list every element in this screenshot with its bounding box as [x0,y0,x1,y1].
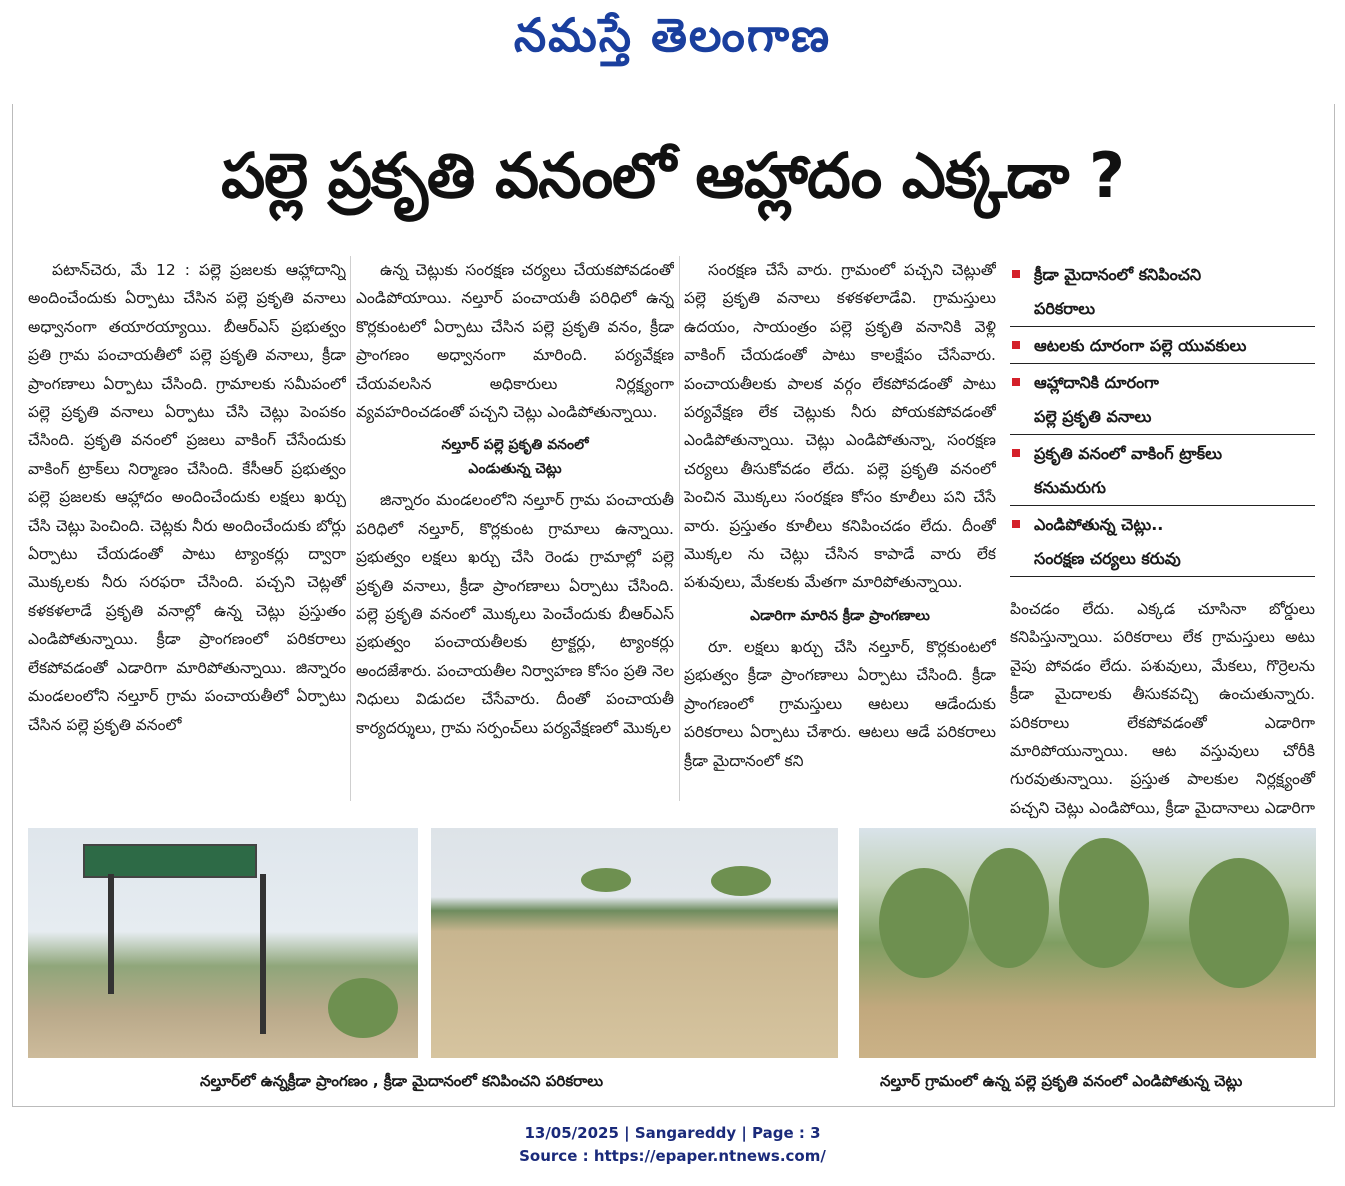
highlights-box [1010,258,1315,579]
highlight-text-line-2: పరికరాలు [1034,299,1096,318]
bullet-square-icon [1012,341,1020,349]
tree [1189,858,1289,988]
column-divider [679,256,680,801]
masthead [0,8,1345,78]
column-4-paragraph: పించడం లేదు. ఎక్కడ చూసినా బోర్డులు కనిపిస్తున్నాయి. పరికరాలు లేక గ్రామస్తులు అటు వైపు పోవడం లేదు. పశువులు, మేకలు, గొర్రెలను క్రీడా మైదాలకు తీసుకవచ్చి ఉంచుతున్నారు. పరికరాలు లేకపోవడంతో ఎడారిగా మారిపోయున్నాయి. ఆట వస్తువులు చోరీకి గురవుతున్నాయి. ప్రస్తుత పాలకుల నిర్లక్ష్యంతో పచ్చని చెట్లు ఎండిపోయి, క్రీడా మైదానాలు ఎడారిగా [1010,600,1315,817]
article-column-3 [684,256,996,816]
bullet-square-icon [1012,270,1020,278]
column-2-paragraph-1: ఉన్న చెట్లుకు సంరక్షణ చర్యలు చేయకపోవడంతో ఎండిపోయాయి. నల్తూర్ పంచాయతీ పరిధిలో ఉన్న కొర్లకుంటలో ఏర్పాటు చేసిన పల్లె ప్రకృతి వనం, క్రీడా ప్రాంగణం అధ్వానంగా మారింది. పర్యవేక్షణ చేయవలసిన అధికారులు నిర్లక్ష్యంగా వ్యవహరించడంతో పచ్చని చెట్లు ఎండిపోతున్నాయి. [356,261,674,422]
bullet-square-icon [1012,449,1020,457]
highlight-item [1010,258,1315,327]
highlight-text: ఎండిపోతున్న చెట్లు.. [1034,515,1164,534]
distant-tree [581,868,631,892]
distant-tree [711,866,771,896]
highlight-text-line-2: కనుమరుగు [1034,478,1106,497]
article-column-1 [28,256,346,816]
column-3-paragraph-1: సంరక్షణ చేసే వారు. గ్రామంలో పచ్చని చెట్లుతో పల్లె ప్రకృతి వనాలు కళకళలాడేవి. గ్రామస్తులు ఉదయం, సాయంత్రం పల్లె ప్రకృతి వనానికి వెళ్లి వాకింగ్ చేయడంతో పాటు కాలక్షేపం చేసేవారు. పంచాయతీలకు పాలక వర్గం లేకపోవడంతో పాటు పర్యవేక్షణ లేక చెట్లుకు నీరు పోయకపోవడంతో ఎండిపోతున్నాయి. చెట్లు ఎండిపోతున్నా, సంరక్షణ చర్యలు తీసుకోవడం లేదు. పల్లె ప్రకృతి వనంలో పెంచిన మొక్కలు సంరక్షణ కోసం కూలీలు పని చేసే వారు. ప్రస్తుతం కూలీలు కనిపించడం లేదు. దీంతో మొక్కల ను చెట్లు చేసిన కాపాడే వారు లేక పశువులు, మేకలకు మేతగా మారిపోతున్నాయి. [684,261,996,592]
article-column-2 [356,256,674,816]
bullet-square-icon [1012,520,1020,528]
sign-post [108,874,114,994]
column-3-subheading: ఎడారిగా మారిన క్రీడా ప్రాంగణాలు [750,607,930,624]
footer-date-edition: 13/05/2025 | Sangareddy | Page : 3 [524,1124,821,1142]
photo-caption-left: నల్తూర్‌లో ఉన్నక్రీడా ప్రాంగణం , క్రీడా మైదానంలో కనిపించని పరికరాలు [200,1072,604,1090]
highlight-text: ఆహ్లాదానికి దూరంగా [1034,373,1159,392]
column-divider [350,256,351,801]
bullet-square-icon [1012,378,1020,386]
ground-signboard [83,844,257,878]
column-3-paragraph-2: రూ. లక్షలు ఖర్చు చేసి నల్తూర్, కొర్లకుంటలో ప్రభుత్వం క్రీడా ప్రాంగణాలు ఏర్పాటు చేసింది. క్రీడా ప్రాంగణంలో గ్రామస్తులు ఆటలు ఆడేందుకు పరికరాలు ఏర్పాటు చేశారు. ఆటలు ఆడే పరికరాలు క్రీడా మైదానంలో కని [684,637,996,770]
tree [1059,838,1149,968]
highlight-item [1010,508,1315,577]
column-2-paragraph-2: జిన్నారం మండలంలోని నల్తూర్ గ్రామ పంచాయతీ పరిధిలో నల్తూర్, కొర్లకుంట గ్రామాలు ఉన్నాయి. ప్రభుత్వం లక్షలు ఖర్చు చేసి రెండు గ్రామాల్లో పల్లె ప్రకృతి వనాలు, క్రీడా ప్రాంగణాలు ఏర్పాటు చేసింది. పల్లె ప్రకృతి వనంలో మొక్కలు పెంచేందుకు బీఆర్‌ఎస్ ప్రభుత్వం పంచాయతీలకు ట్రాక్టర్లు, ట్యాంకర్లు అందజేశారు. పంచాయతీల నిర్వాహణ కోసం ప్రతి నెల నిధులు విడుదల చేసేవారు. దీంతో పంచాయతీ కార్యదర్శులు, గ్రామ సర్పంచ్‌లు పర్యవేక్షణలో మొక్కల [356,491,674,737]
photo-empty-ground [431,828,838,1058]
masthead-title: నమస్తే తెలంగాణ [513,8,832,62]
sign-post [260,874,266,1034]
article-column-4 [1010,595,1315,851]
column-2-subheading-line-2: ఎండుతున్న చెట్లు [468,461,562,478]
shrub [328,978,398,1038]
highlight-text-line-2: సంరక్షణ చర్యలు కరువు [1034,549,1181,568]
highlight-text: ఆటలకు దూరంగా పల్లె యువకులు [1034,336,1247,355]
column-2-subheading-line-1: నల్తూర్ పల్లె ప్రకృతి వనంలో [441,437,589,454]
tree [879,868,969,978]
footer-source: Source : https://epaper.ntnews.com/ [519,1147,826,1165]
highlight-item [1010,437,1315,506]
tree [969,848,1049,968]
photo-nature-park-trees [859,828,1316,1058]
highlight-text: క్రీడా మైదానంలో కనిపించని [1034,265,1202,284]
highlight-item [1010,329,1315,364]
highlight-item [1010,366,1315,435]
headline: పల్లె ప్రకృతి వనంలో ఆహ్లాదం ఎక్కడా ? [221,139,1124,212]
highlight-text: ప్రకృతి వనంలో వాకింగ్ ట్రాక్‌లు [1034,444,1223,463]
column-1-paragraph: పటాన్‌చెరు, మే 12 : పల్లె ప్రజలకు ఆహ్లాదాన్ని అందించేందుకు ఏర్పాటు చేసిన పల్లె ప్రకృతి వనాలు అధ్వానంగా తయారయ్యాయి. బీఆర్‌ఎస్ ప్రభుత్వం ప్రతి గ్రామ పంచాయతీలో పల్లె ప్రకృతి వనాలు, క్రీడా ప్రాంగణాలు ఏర్పాటు చేసింది. గ్రామాలకు సమీపంలో పల్లె ప్రకృతి వనాలు ఏర్పాటు చేసి చెట్లు పెంపకం చేసింది. ప్రకృతి వనంలో ప్రజలు వాకింగ్ చేసేందుకు వాకింగ్ ట్రాక్‌లు నిర్మాణం చేసింది. కేసీఆర్ ప్రభుత్వం పల్లె ప్రజలకు ఆహ్లాదం అందించేందుకు లక్షలు ఖర్చు చేసి చెట్లు పెంచింది. చెట్లకు నీరు అందించేందుకు బోర్లు ఏర్పాటు చేయడంతో పాటు ట్యాంకర్లు ద్వారా మొక్కలకు నీరు సరఫరా చేసింది. పచ్చని చెట్లతో కళకళలాడే ప్రకృతి వనాల్లో ఉన్న చెట్లు ప్రస్తుతం ఎండిపోతున్నాయి. క్రీడా ప్రాంగణంలో పరికరాలు లేకపోవడంతో ఎడారిగా మారిపోతున్నాయి. జిన్నారం మండలంలోని నల్తూర్ గ్రామ పంచాయతీలో ఏర్పాటు చేసిన పల్లె ప్రకృతి వనంలో [28,261,346,734]
highlight-text-line-2: పల్లె ప్రకృతి వనాలు [1034,407,1152,426]
photo-sports-ground [28,828,418,1058]
photo-caption-right: నల్తూర్ గ్రామంలో ఉన్న పల్లె ప్రకృతి వనంలో ఎండిపోతున్న చెట్లు [880,1072,1243,1090]
